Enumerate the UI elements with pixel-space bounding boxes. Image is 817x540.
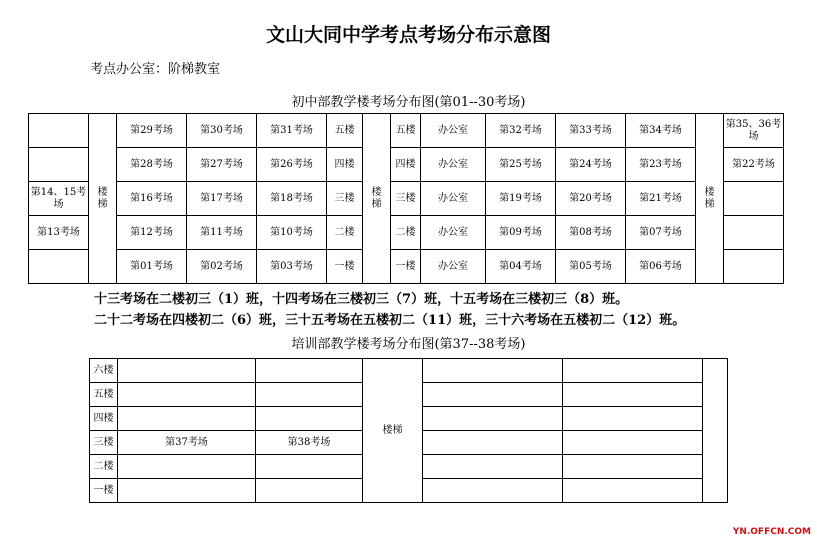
floor-label: 三楼 (327, 182, 363, 216)
office-room: 办公室 (421, 216, 486, 250)
exam-room: 第38考场 (256, 431, 363, 455)
floor-label: 六楼 (90, 359, 118, 383)
exam-room: 第08考场 (556, 216, 626, 250)
training-stairs: 楼梯 (363, 359, 423, 503)
floor-label: 四楼 (90, 407, 118, 431)
note-line: 二十二考场在四楼初二（6）班，三十五考场在五楼初二（11）班，三十六考场在五楼初二（12）班。 (94, 313, 686, 328)
exam-room: 第28考场 (117, 148, 187, 182)
floor-label: 一楼 (327, 250, 363, 284)
exam-room: 第07考场 (626, 216, 696, 250)
empty-cell (118, 407, 256, 431)
office-room: 办公室 (421, 250, 486, 284)
empty-cell (256, 479, 363, 503)
exam-room: 第03考场 (257, 250, 327, 284)
empty-cell (118, 359, 256, 383)
exam-room: 第01考场 (117, 250, 187, 284)
office-room: 办公室 (421, 114, 486, 148)
exam-room: 第09考场 (486, 216, 556, 250)
floor-label: 二楼 (90, 455, 118, 479)
floor-label: 一楼 (90, 479, 118, 503)
empty-cell (724, 182, 784, 216)
exam-room: 第16考场 (117, 182, 187, 216)
exam-room: 第18考场 (257, 182, 327, 216)
empty-cell (563, 383, 703, 407)
floor-label: 四楼 (327, 148, 363, 182)
exam-room: 第19考场 (486, 182, 556, 216)
exam-room: 第11考场 (187, 216, 257, 250)
empty-cell (563, 359, 703, 383)
exam-room: 第17考场 (187, 182, 257, 216)
exam-room: 第25考场 (486, 148, 556, 182)
empty-cell (423, 479, 563, 503)
floor-label: 五楼 (327, 114, 363, 148)
empty-cell (563, 407, 703, 431)
empty-cell (423, 455, 563, 479)
junior-building-map (28, 113, 784, 284)
side-room-right: 第35、36考场 (724, 114, 784, 148)
floor-label: 五楼 (391, 114, 421, 148)
left-stairs: 楼 梯 (89, 114, 117, 284)
empty-cell (703, 359, 728, 503)
exam-room: 第27考场 (187, 148, 257, 182)
floor-label: 二楼 (327, 216, 363, 250)
empty-cell (563, 479, 703, 503)
page-title: 文山大同中学考点考场分布示意图 (265, 24, 551, 46)
floor-label: 一楼 (391, 250, 421, 284)
office-room: 办公室 (421, 148, 486, 182)
exam-room: 第24考场 (556, 148, 626, 182)
empty-cell (724, 216, 784, 250)
right-stairs: 楼 梯 (696, 114, 724, 284)
floor-label: 五楼 (90, 383, 118, 407)
exam-room: 第30考场 (187, 114, 257, 148)
exam-room: 第29考场 (117, 114, 187, 148)
floor-label: 二楼 (391, 216, 421, 250)
empty-cell (29, 114, 89, 148)
side-room-right: 第22考场 (724, 148, 784, 182)
exam-room: 第10考场 (257, 216, 327, 250)
junior-building-caption: 初中部教学楼考场分布图(第01--30考场) (291, 95, 526, 110)
empty-cell (118, 383, 256, 407)
exam-room: 第23考场 (626, 148, 696, 182)
exam-room: 第33考场 (556, 114, 626, 148)
side-room-left: 第14、15考场 (29, 182, 89, 216)
empty-cell (256, 383, 363, 407)
empty-cell (423, 359, 563, 383)
empty-cell (256, 359, 363, 383)
empty-cell (118, 479, 256, 503)
empty-cell (423, 383, 563, 407)
empty-cell (29, 250, 89, 284)
exam-room: 第31考场 (257, 114, 327, 148)
empty-cell (563, 455, 703, 479)
exam-room: 第20考场 (556, 182, 626, 216)
floor-label: 三楼 (391, 182, 421, 216)
floor-label: 三楼 (90, 431, 118, 455)
exam-room: 第04考场 (486, 250, 556, 284)
exam-room: 第21考场 (626, 182, 696, 216)
empty-cell (256, 455, 363, 479)
side-room-left: 第13考场 (29, 216, 89, 250)
office-location: 考点办公室：阶梯教室 (90, 62, 221, 77)
exam-room: 第05考场 (556, 250, 626, 284)
empty-cell (423, 407, 563, 431)
exam-room: 第32考场 (486, 114, 556, 148)
exam-room: 第06考场 (626, 250, 696, 284)
empty-cell (29, 148, 89, 182)
floor-label: 四楼 (391, 148, 421, 182)
note-line: 十三考场在二楼初三（1）班，十四考场在三楼初三（7）班，十五考场在三楼初三（8）班。 (94, 292, 629, 307)
empty-cell (118, 455, 256, 479)
office-room: 办公室 (421, 182, 486, 216)
exam-room: 第34考场 (626, 114, 696, 148)
empty-cell (256, 407, 363, 431)
exam-room: 第37考场 (118, 431, 256, 455)
training-building-map (89, 358, 728, 503)
empty-cell (563, 431, 703, 455)
empty-cell (724, 250, 784, 284)
training-building-caption: 培训部教学楼考场分布图(第37--38考场) (291, 337, 526, 352)
middle-stairs: 楼 梯 (363, 114, 391, 284)
watermark: YN.OFFCN.COM (732, 527, 811, 537)
exam-room: 第12考场 (117, 216, 187, 250)
empty-cell (423, 431, 563, 455)
exam-room: 第26考场 (257, 148, 327, 182)
exam-room: 第02考场 (187, 250, 257, 284)
